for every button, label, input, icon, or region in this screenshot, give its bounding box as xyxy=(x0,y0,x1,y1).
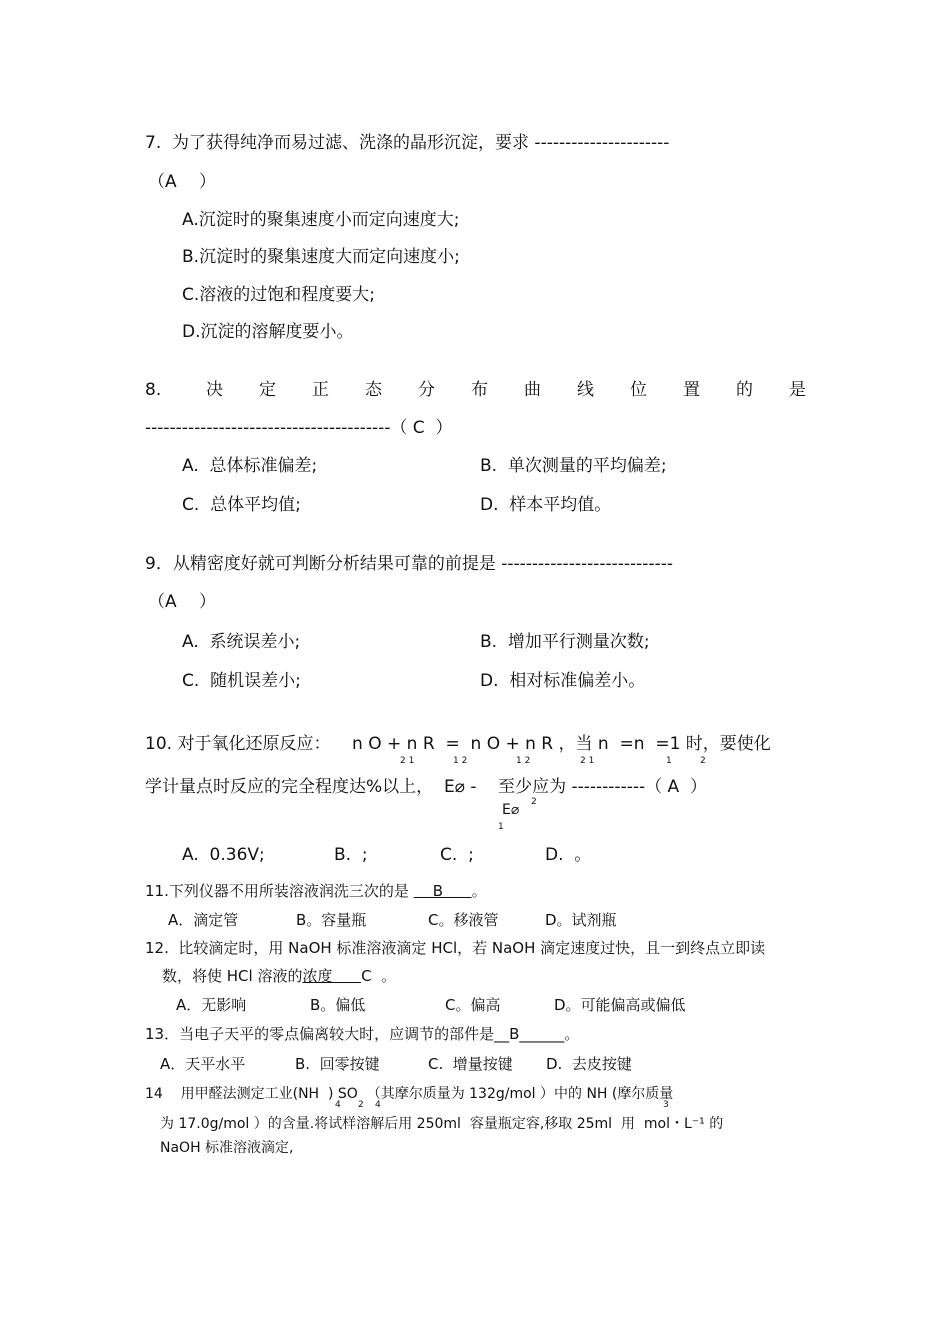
q9-option-b: B. 增加平行测量次数; xyxy=(480,632,650,652)
q13-option-a: A．天平水平 xyxy=(160,1055,246,1073)
q10-stem: 10. 对于氧化还原反应： n O + n R = n O + n R ，当 n =n =1 时，要使化 xyxy=(145,734,771,754)
q11-option-d: D。试剂瓶 xyxy=(545,911,617,929)
q12-line1: 12. 比较滴定时，用 NaOH 标准溶液滴定 HCl，若 NaOH 滴定速度过快，且一到终点立即读 xyxy=(145,939,766,957)
q10-sup2: 2 xyxy=(531,797,537,807)
q14-subscript: 3 xyxy=(663,1100,669,1110)
q7-option-a: A.沉淀时的聚集速度小而定向速度大; xyxy=(182,210,460,230)
q8-char: 态 xyxy=(365,380,382,400)
q12-blank: 浓度 xyxy=(302,967,362,985)
q9-option-c: C. 随机误差小; xyxy=(182,671,301,691)
q10-option-a: A. 0.36V; xyxy=(182,845,265,865)
q8-char: 曲 xyxy=(524,380,541,400)
q13-stem: 13．当电子天平的零点偏离较大时，应调节的部件是__B______。 xyxy=(145,1025,580,1043)
q10-subscript: 1 2 xyxy=(516,756,531,766)
q8-char: 线 xyxy=(577,380,594,400)
q7-stem: 7. 为了获得纯净而易过滤、洗涤的晶形沉淀，要求 ---------------------- xyxy=(145,133,670,153)
q13-option-c: C. 增量按键 xyxy=(428,1055,513,1073)
q9-answer: （A ） xyxy=(148,592,217,612)
q12-option-a: A．无影响 xyxy=(176,996,247,1014)
q13-blank: __B______ xyxy=(494,1025,565,1043)
q8-char: 置 xyxy=(683,380,700,400)
q12-option-c: C。偏高 xyxy=(445,996,501,1014)
q10-subscript: 1 2 xyxy=(453,756,468,766)
q11-option-c: C。移液管 xyxy=(428,911,499,929)
q10-sub1: 1 xyxy=(498,822,504,832)
q8-char: 布 xyxy=(471,380,488,400)
q10-option-c: C. ; xyxy=(440,845,474,865)
q14-line2: 为 17.0g/mol ）的含量.将试样溶解后用 250ml 容量瓶定容,移取 25ml 用 mol・L⁻¹ 的 xyxy=(160,1116,724,1132)
q10-subscript: 2 xyxy=(700,756,706,766)
q8-line2: ----------------------------------------（ C ） xyxy=(145,418,453,438)
q8-option-a: A. 总体标准偏差; xyxy=(182,456,318,476)
q14-subscript: 4 xyxy=(375,1100,381,1110)
q10-line2: 学计量点时反应的完全程度达%以上， E⌀ - 至少应为 ------------（ A ） xyxy=(145,777,707,797)
q8-option-d: D. 样本平均值。 xyxy=(480,495,612,515)
q12-option-d: D。可能偏高或偏低 xyxy=(554,996,686,1014)
q10-option-b: B. ; xyxy=(334,845,368,865)
q14-subscript: 4 xyxy=(335,1100,341,1110)
q8-char: 决 xyxy=(206,380,223,400)
q9-option-d: D. 相对标准偏差小。 xyxy=(480,671,646,691)
q13-option-b: B. 回零按键 xyxy=(295,1055,380,1073)
q10-subscript: 2 1 xyxy=(580,756,595,766)
q9-option-a: A. 系统误差小; xyxy=(182,632,301,652)
q14-line3: NaOH 标准溶液滴定, xyxy=(160,1140,294,1156)
q10-option-d: D. 。 xyxy=(545,845,592,865)
q11-option-a: A．滴定管 xyxy=(168,911,239,929)
q7-option-d: D.沉淀的溶解度要小。 xyxy=(182,322,354,342)
q14-line1: 14 用甲醛法测定工业(NH ) SO （其摩尔质量为 132g/mol ）中的 NH (摩尔质量 xyxy=(145,1086,674,1102)
q8-char: 分 xyxy=(418,380,435,400)
q8-char: 位 xyxy=(630,380,647,400)
q12-option-b: B。偏低 xyxy=(310,996,366,1014)
q12-line2: 数，将使 HCl 溶液的浓度 C 。 xyxy=(162,967,397,985)
q8-option-b: B. 单次测量的平均偏差; xyxy=(480,456,667,476)
q8-num: 8. xyxy=(145,380,162,400)
q7-option-c: C.溶液的过饱和程度要大; xyxy=(182,285,376,305)
q8-option-c: C. 总体平均值; xyxy=(182,495,301,515)
q8-char: 定 xyxy=(259,380,276,400)
q7-option-b: B.沉淀时的聚集速度大而定向速度小; xyxy=(182,247,460,267)
q9-stem: 9．从精密度好就可判断分析结果可靠的前提是 ---------------------------- xyxy=(145,554,673,574)
q11-blank: B xyxy=(413,882,472,900)
q8-char: 正 xyxy=(312,380,329,400)
q8-char: 的 xyxy=(736,380,753,400)
q10-subscript: 2 1 xyxy=(400,756,415,766)
q10-subscript: 1 xyxy=(666,756,672,766)
q13-option-d: D. 去皮按键 xyxy=(546,1055,632,1073)
q10-e2: E⌀ xyxy=(502,802,520,818)
q8-char: 是 xyxy=(789,380,806,400)
q11-option-b: B。容量瓶 xyxy=(296,911,367,929)
q11-stem: 11.下列仪器不用所装溶液润洗三次的是 B 。 xyxy=(145,882,487,900)
q14-subscript: 2 xyxy=(358,1100,364,1110)
q7-answer: （A ） xyxy=(148,172,217,192)
